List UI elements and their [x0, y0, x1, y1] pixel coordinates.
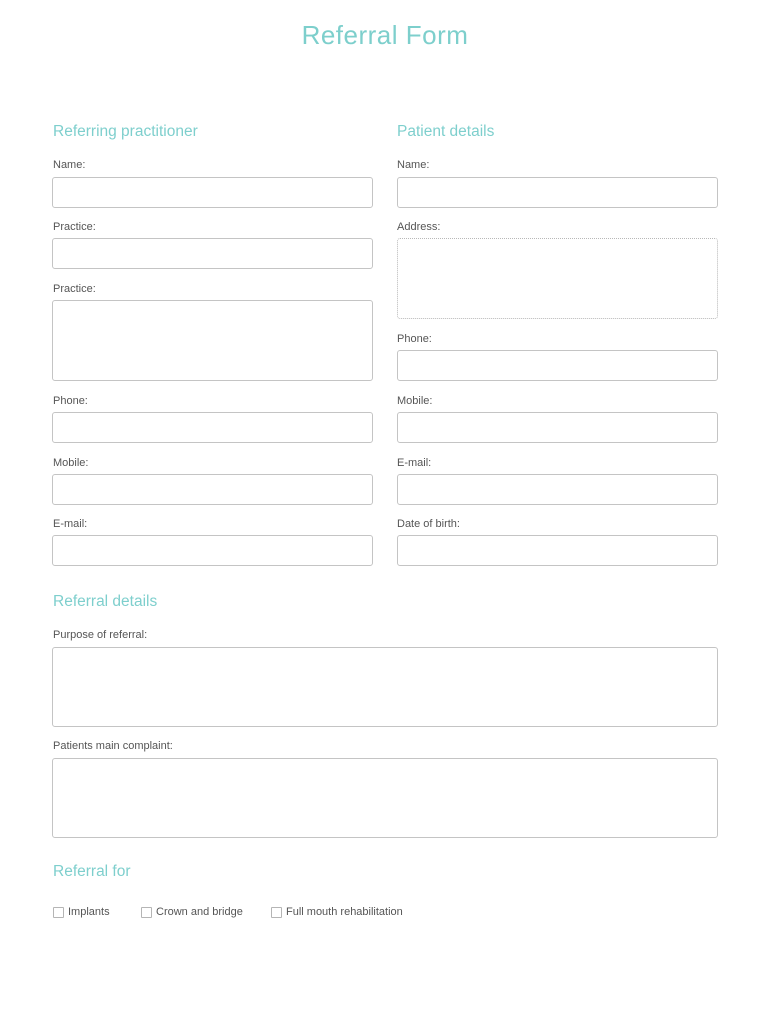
implants-label: Implants	[68, 906, 110, 918]
practitioner-practice-address-label: Practice:	[53, 283, 96, 295]
practitioner-mobile-field[interactable]	[52, 474, 373, 505]
referral-details-heading: Referral details	[53, 593, 158, 610]
crown-and-bridge-label: Crown and bridge	[156, 906, 243, 918]
patient-mobile-label: Mobile:	[397, 395, 433, 407]
patient-phone-label: Phone:	[397, 333, 432, 345]
practitioner-practice-label: Practice:	[53, 221, 96, 233]
full-mouth-rehabilitation-checkbox[interactable]	[271, 907, 282, 918]
crown-and-bridge-checkbox[interactable]	[141, 907, 152, 918]
patient-heading: Patient details	[397, 123, 495, 140]
purpose-field[interactable]	[52, 647, 718, 727]
patient-mobile-field[interactable]	[397, 412, 718, 443]
purpose-label: Purpose of referral:	[53, 629, 148, 641]
practitioner-email-field[interactable]	[52, 535, 373, 566]
patient-email-label: E-mail:	[397, 457, 432, 469]
practitioner-email-label: E-mail:	[53, 518, 88, 530]
practitioner-mobile-label: Mobile:	[53, 457, 89, 469]
option-crown-and-bridge[interactable]	[141, 906, 243, 918]
practitioner-heading: Referring practitioner	[53, 123, 198, 140]
practitioner-phone-label: Phone:	[53, 395, 88, 407]
form-title: Referral Form	[301, 20, 469, 50]
practitioner-practice-address-field[interactable]	[52, 300, 373, 381]
patient-email-field[interactable]	[397, 474, 718, 505]
practitioner-practice-field[interactable]	[52, 238, 373, 269]
patient-dob-field[interactable]	[397, 535, 718, 566]
practitioner-name-field[interactable]	[52, 177, 373, 208]
implants-checkbox[interactable]	[53, 907, 64, 918]
option-implants[interactable]	[53, 906, 110, 918]
complaint-field[interactable]	[52, 758, 718, 838]
practitioner-phone-field[interactable]	[52, 412, 373, 443]
patient-name-field[interactable]	[397, 177, 718, 208]
patient-name-label: Name:	[397, 159, 430, 171]
practitioner-name-label: Name:	[53, 159, 86, 171]
complaint-label: Patients main complaint:	[53, 740, 173, 752]
patient-phone-field[interactable]	[397, 350, 718, 381]
patient-address-field[interactable]	[397, 238, 718, 319]
patient-address-label: Address:	[397, 221, 441, 233]
patient-dob-label: Date of birth:	[397, 518, 460, 530]
full-mouth-rehabilitation-label: Full mouth rehabilitation	[286, 906, 403, 918]
option-full-mouth-rehabilitation[interactable]	[271, 906, 403, 918]
referral-for-heading: Referral for	[53, 863, 131, 880]
